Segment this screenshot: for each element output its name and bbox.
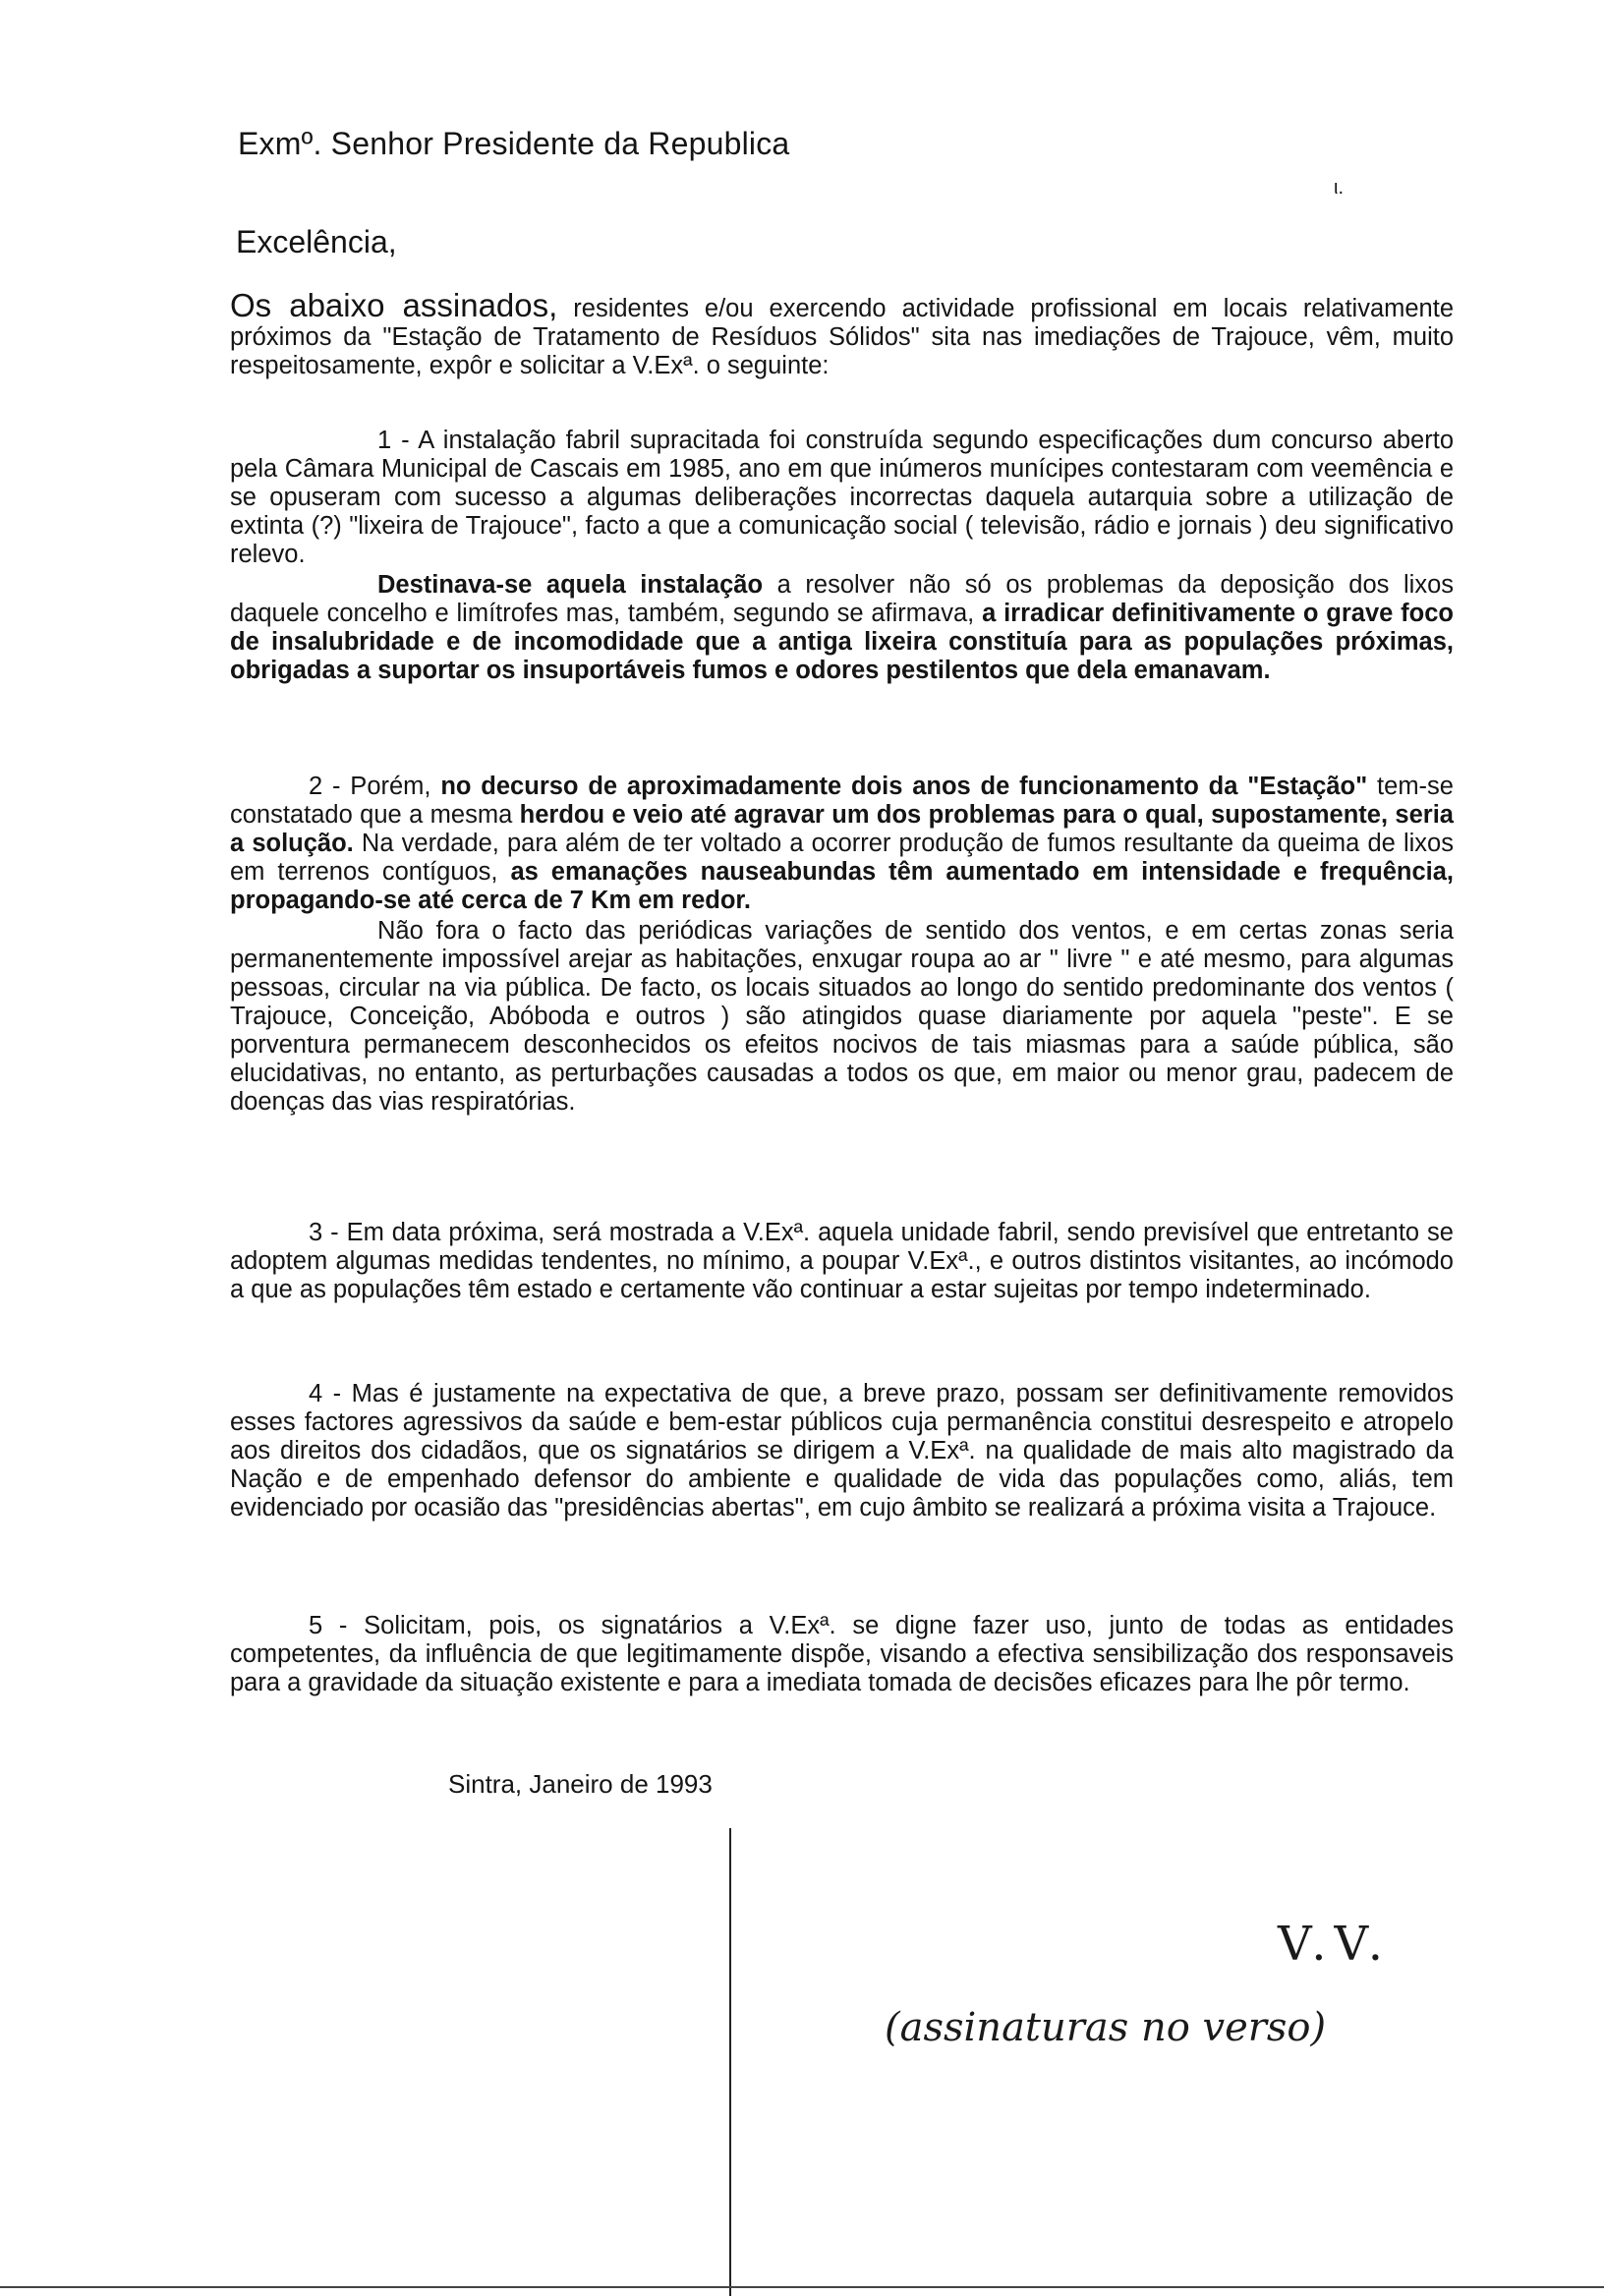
greeting: Excelência, xyxy=(236,224,397,259)
paragraph-5 xyxy=(230,1612,1454,1697)
handwritten-note: (assinaturas no verso) xyxy=(885,2005,1327,2050)
bottom-edge xyxy=(0,2286,1604,2288)
paragraph-2-continuation: Não fora o facto das periódicas variações de sentido dos ventos, e em certas zonas seria permanentemente impossível arejar as habitações, enxugar roupa ao ar " livre " e até mesmo, para algumas pessoas, circular na via pública. De facto, os locais situados ao longo do sentido predominante dos ventos ( Trajouce, Conceição, Abóboda e outros ) são atingidos quase diariamente por aquela "peste". E se porventura permanecem desconhecidos os efeitos nocivos de tais miasmas para a saúde pública, são elucidativas, no entanto, as perturbações causadas a todos os que, em maior ou menor grau, padecem de doenças das vias respiratórias. xyxy=(230,917,1454,1116)
intro-lead: Os abaixo assinados, xyxy=(230,287,558,323)
paragraph-1-text: 1 - A instalação fabril supracitada foi construída segundo especificações dum concurso aberto pela Câmara Municipal de Cascais em 1985, ano em que inúmeros munícipes contestaram com veemência e se opuseram com sucesso a algumas deliberações incorrectas daquela autarquia sobre a utilização de extinta (?) "lixeira de Trajouce", facto a que a comunicação social ( televisão, rádio e jornais ) deu significativo relevo. xyxy=(230,427,1454,568)
margin-line xyxy=(729,1828,731,2296)
p1-bold-1: Destinava-se aquela instalação xyxy=(377,571,764,599)
p2-text-3: Na verdade, para além de ter voltado a ocorrer produção de fumos resultante da queima de lixos em terrenos contíguos, xyxy=(230,830,1454,886)
p1-text-1: a resolver não só os problemas da deposição dos lixos daquele concelho e limítrofes mas, também, segundo se afirmava, xyxy=(230,571,1455,627)
p2-bold-2: herdou e veio até agravar um dos problemas para o qual, supostamente, seria a solução. xyxy=(230,801,1454,857)
paragraph-1 xyxy=(230,427,1454,685)
intro-rest: residentes e/ou exercendo actividade profissional em locais relativamente próximos da "Estação de Tratamento de Resíduos Sólidos" sita nas imediações de Trajouce, vêm, muito respeitosamente, expôr e solicitar a V.Exª. o seguinte: xyxy=(230,295,1455,379)
p2-text-2: tem-se constatado que a mesma xyxy=(230,773,1454,829)
paragraph-2-text xyxy=(230,773,1454,915)
salutation: Exmº. Senhor Presidente da Republica xyxy=(238,126,790,161)
paragraph-5-text: 5 - Solicitam, pois, os signatários a V.Exª. se digne fazer uso, junto de todas as entidades competentes, da influência de que legitimamente dispõe, visando a efectiva sensibilização dos responsaveis para a gravidade da situação existente e para a imediata tomada de decisões eficazes para lhe pôr termo. xyxy=(230,1612,1454,1696)
p2-bold-1: no decurso de aproximadamente dois anos de funcionamento da "Estação" xyxy=(440,773,1368,800)
paragraph-1-continuation xyxy=(230,571,1454,685)
place-and-date: Sintra, Janeiro de 1993 xyxy=(448,1769,713,1799)
intro-paragraph xyxy=(230,287,1455,380)
p2-bold-3: as emanações nauseabundas têm aumentado em intensidade e frequência, propagando-se até cerca de 7 Km em redor. xyxy=(230,858,1454,914)
stray-mark: ι. xyxy=(1334,177,1344,199)
paragraph-3-text: 3 - Em data próxima, será mostrada a V.Exª. aquela unidade fabril, sendo previsível que entretanto se adoptem algumas medidas tendentes, no mínimo, a poupar V.Exª., e outros distintos visitantes, ao incómodo a que as populações têm estado e certamente vão continuar a estar sujeitas por tempo indeterminado. xyxy=(230,1219,1454,1303)
paragraph-3 xyxy=(230,1219,1454,1304)
handwritten-initials: V.V. xyxy=(1278,1917,1392,1972)
paragraph-2 xyxy=(230,773,1454,1117)
p2-text-1: 2 - Porém, xyxy=(309,773,441,800)
p1-bold-2: a irradicar definitivamente o grave foco de insalubridade e de incomodidade que a antiga lixeira constituía para as populações próximas, obrigadas a suportar os insuportáveis fumos e odores pestilentos que dela emanavam. xyxy=(230,600,1454,684)
paragraph-4 xyxy=(230,1380,1454,1522)
paragraph-4-text: 4 - Mas é justamente na expectativa de que, a breve prazo, possam ser definitivamente removidos esses factores agressivos da saúde e bem-estar públicos cuja permanência constitui desrespeito e atropelo aos direitos dos cidadãos, que os signatários se dirigem a V.Exª. na qualidade de mais alto magistrado da Nação e de empenhado defensor do ambiente e qualidade de vida das populações como, aliás, tem evidenciado por ocasião das "presidências abertas", em cujo âmbito se realizará a próxima visita a Trajouce. xyxy=(230,1380,1454,1521)
